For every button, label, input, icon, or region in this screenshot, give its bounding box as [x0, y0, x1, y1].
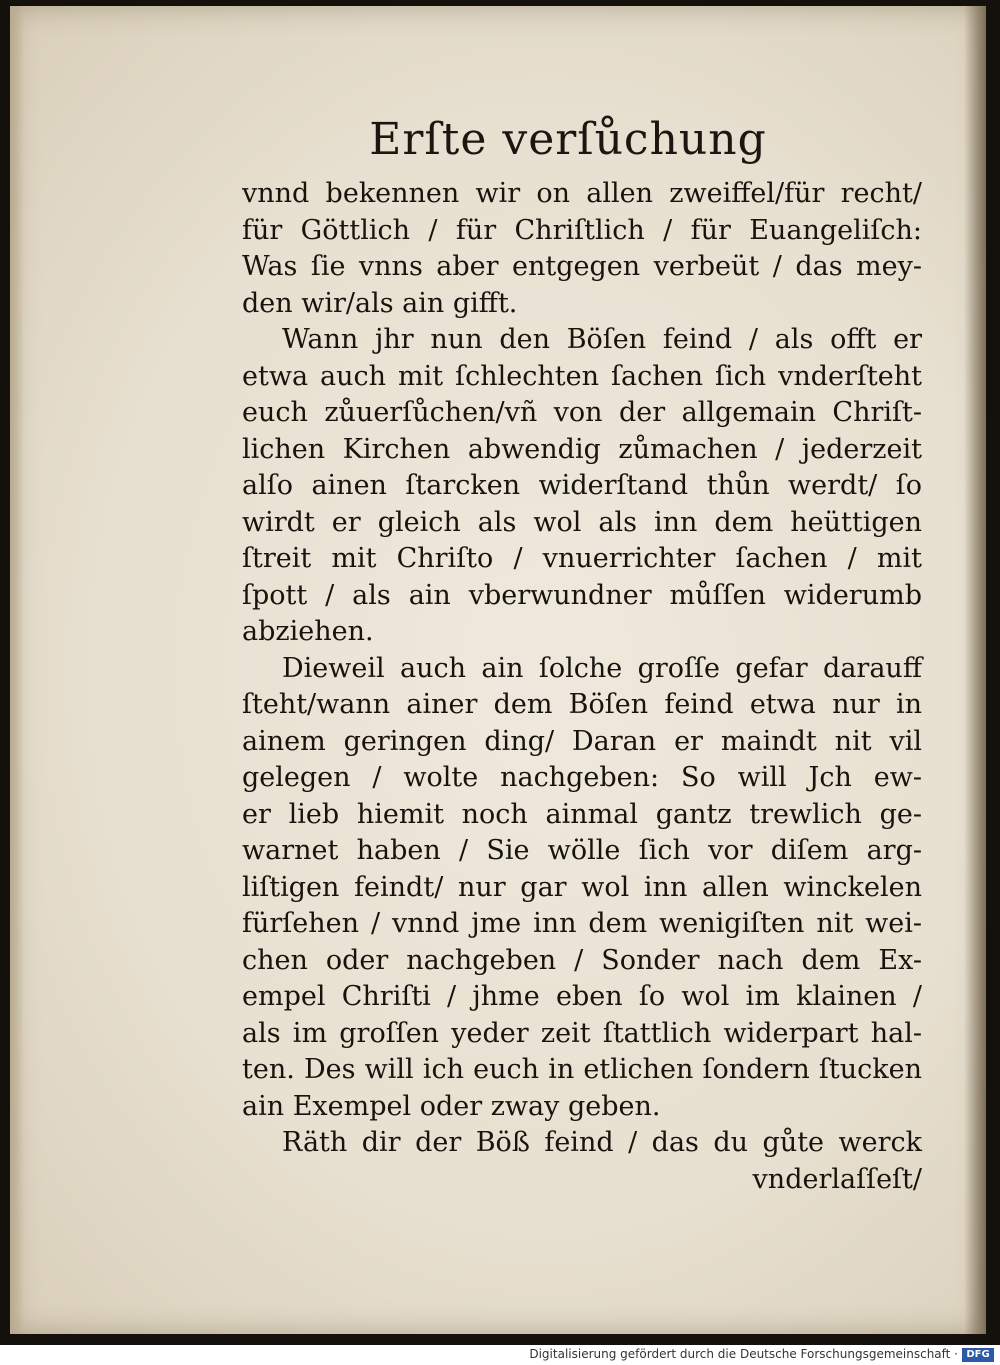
text-line: euch zůuerſůchen/vñ von der allgemain Chriſt- — [242, 397, 922, 428]
text-line: für Göttlich / für Chriſtlich / für Euangeliſch: — [242, 214, 922, 246]
text-line: empel Chriſti / jhme eben ſo wol im klainen / — [242, 981, 922, 1012]
text-line: als im groſſen yeder zeit ſtattlich widerpart hal- — [242, 1017, 922, 1049]
text-line: ſtreit mit Chriſto / vnuerrichter ſachen / mit — [242, 543, 922, 574]
dfg-logo: DFG — [962, 1348, 994, 1362]
page-edge-right — [964, 6, 986, 1334]
text-line: chen oder nachgeben / Sonder nach dem Ex- — [242, 944, 922, 976]
page-edge-left — [10, 6, 24, 1334]
text-line: ten. Des will ich euch in etlichen ſondern ſtucken — [242, 1054, 922, 1085]
text-line: warnet haben / Sie wölle ſich vor diſem arg- — [242, 835, 922, 866]
text-line: fürſehen / vnnd jme inn dem wenigiſten nit wei- — [242, 908, 922, 939]
catchword: vnderlaſſeſt/ — [752, 1163, 922, 1195]
text-line: vnnd bekennen wir on allen zweiffel/für recht/ — [242, 178, 922, 209]
footer-bar — [0, 1345, 1000, 1365]
text-line: lichen Kirchen abwendig zůmachen / jederzeit — [242, 433, 922, 465]
text-line: gelegen / wolte nachgeben: So will Jch ew- — [242, 762, 922, 793]
text-line: Wann jhr nun den Böſen feind / als offt er — [282, 324, 922, 355]
text-line: liſtigen feindt/ nur gar wol inn allen winckelen — [242, 871, 922, 903]
text-line: Dieweil auch ain ſolche groſſe gefar darauff — [282, 652, 922, 684]
text-line: ainem geringen ding/ Daran er maindt nit vil — [242, 725, 922, 757]
text-line: ſteht/wann ainer dem Böſen feind etwa nur in — [242, 689, 922, 720]
text-line: Räth dir der Böß feind / das du gůte werck — [282, 1127, 922, 1158]
running-head: Erſte verſůchung — [369, 114, 767, 165]
text-line: ain Exempel oder zway geben. — [242, 1090, 661, 1122]
text-line: Was ſie vnns aber entgegen verbeüt / das mey- — [242, 251, 922, 282]
text-line: wirdt er gleich als wol als inn dem heüttigen — [242, 506, 922, 538]
book-page — [10, 6, 986, 1334]
text-line: er lieb hiemit noch ainmal gantz trewlich ge- — [242, 798, 922, 830]
text-line: etwa auch mit ſchlechten ſachen ſich vnderſteht — [242, 360, 922, 392]
text-line: alſo ainen ſtarcken widerſtand thůn werdt/ ſo — [242, 470, 922, 501]
text-line: den wir/als ain gifft. — [242, 287, 518, 319]
body-text — [242, 176, 922, 1198]
funding-notice: Digitalisierung gefördert durch die Deutsche Forschungsgemeinschaft · — [529, 1347, 958, 1361]
text-line: abziehen. — [242, 616, 374, 647]
text-line: ſpott / als ain vberwundner můſſen widerumb — [242, 579, 922, 611]
